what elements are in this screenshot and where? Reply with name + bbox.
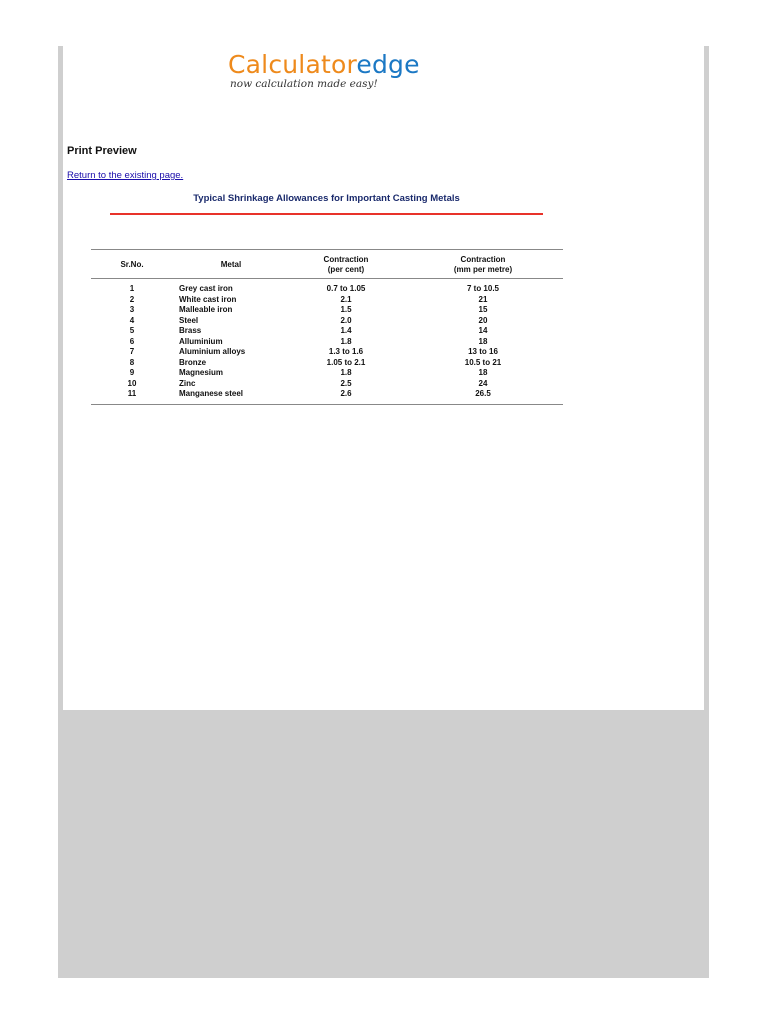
table-title: Typical Shrinkage Allowances for Important Casting Metals [193, 193, 460, 204]
cell-contraction-percent: 1.8 [340, 368, 352, 377]
cell-contraction-mm: 18 [478, 336, 488, 346]
cell-contraction-percent: 2.1 [340, 294, 352, 304]
cell-sr-no: 1 [129, 284, 135, 293]
cell-contraction-mm: 20 [478, 315, 488, 325]
cell-contraction-mm: 26.5 [403, 389, 563, 404]
header-contraction-percent [289, 250, 403, 279]
cell-contraction-percent: 2.0 [340, 315, 352, 325]
cell-sr-no: 6 [129, 336, 135, 346]
cell-sr-no: 2 [129, 294, 135, 304]
cell-sr-no: 8 [129, 357, 135, 367]
table-row [91, 358, 563, 369]
cell-metal: Brass [179, 326, 202, 335]
cell-contraction-mm: 10.5 to 21 [464, 357, 502, 367]
return-link[interactable]: Return to the existing page. [67, 170, 184, 181]
shrinkage-table [91, 249, 563, 405]
print-preview-page [63, 46, 704, 710]
table-row [91, 379, 563, 390]
table-row [91, 295, 563, 306]
title-divider [110, 213, 543, 215]
header-sr-no: Sr.No. [91, 250, 173, 279]
logo-wordmark [228, 51, 468, 79]
header-contraction-mm [403, 250, 563, 279]
cell-contraction-percent: 2.6 [289, 389, 403, 404]
cell-metal: Bronze [179, 357, 207, 367]
cell-metal: Aluminium alloys [179, 347, 246, 356]
table-header-row [91, 250, 563, 279]
cell-contraction-mm: 15 [478, 305, 488, 314]
cell-contraction-percent: 1.05 to 2.1 [326, 357, 366, 367]
table-row [91, 389, 563, 404]
table-row [91, 279, 563, 295]
cell-contraction-percent: 1.5 [340, 305, 352, 314]
table-row [91, 347, 563, 358]
header-contraction-percent-line1: Contraction [323, 255, 369, 264]
header-contraction-mm-line2: (mm per metre) [453, 264, 513, 274]
cell-contraction-percent: 2.5 [340, 378, 352, 388]
table-row [91, 337, 563, 348]
header-metal: Metal [173, 250, 289, 279]
table-row [91, 326, 563, 337]
cell-sr-no: 4 [129, 315, 135, 325]
cell-sr-no: 5 [129, 326, 135, 335]
cell-contraction-mm: 21 [478, 294, 488, 304]
cell-metal: Steel [179, 315, 199, 325]
logo-word-edge: edge [356, 50, 420, 79]
cell-metal: Grey cast iron [179, 284, 233, 293]
table-row [91, 316, 563, 327]
header-contraction-percent-line2: (per cent) [327, 264, 365, 274]
cell-metal: Zinc [179, 378, 196, 388]
cell-sr-no: 11 [91, 389, 173, 404]
cell-contraction-mm: 13 to 16 [468, 347, 498, 356]
cell-contraction-percent: 1.8 [340, 336, 352, 346]
cell-metal: Alluminium [179, 336, 223, 346]
cell-sr-no: 3 [129, 305, 135, 314]
page-title: Print Preview [67, 145, 137, 157]
cell-contraction-mm: 7 to 10.5 [466, 284, 499, 293]
cell-metal: White cast iron [179, 294, 237, 304]
cell-contraction-mm: 24 [478, 378, 488, 388]
logo-word-calculator: Calculator [228, 50, 357, 79]
cell-metal: Magnesium [179, 368, 224, 377]
cell-contraction-mm: 18 [478, 368, 488, 377]
cell-sr-no: 10 [127, 378, 137, 388]
cell-contraction-percent: 1.4 [340, 326, 352, 335]
cell-contraction-mm: 14 [478, 326, 488, 335]
table-row [91, 368, 563, 379]
cell-contraction-percent: 0.7 to 1.05 [326, 284, 366, 293]
table-row [91, 305, 563, 316]
header-contraction-mm-line1: Contraction [460, 255, 506, 264]
cell-sr-no: 7 [129, 347, 135, 356]
cell-metal: Malleable iron [179, 305, 233, 314]
cell-metal: Manganese steel [173, 389, 289, 404]
cell-sr-no: 9 [129, 368, 135, 377]
cell-contraction-percent: 1.3 to 1.6 [328, 347, 364, 356]
calculatoredge-logo [228, 51, 468, 96]
logo-tagline: now calculation made easy! [230, 78, 378, 90]
